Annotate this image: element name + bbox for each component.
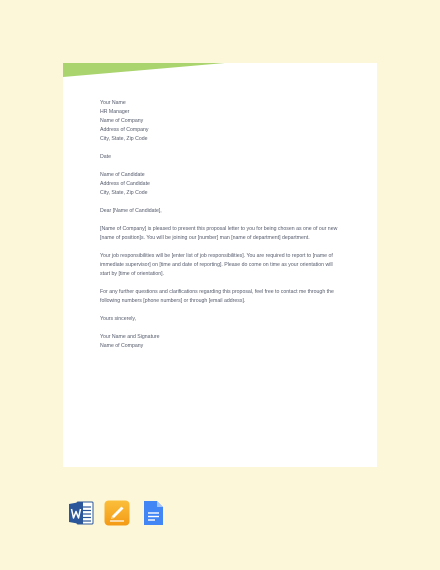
paragraph-1: [100, 225, 344, 243]
word-icon[interactable]: [68, 500, 94, 526]
paragraph-2-line-3: start by [time of orientation].: [100, 271, 165, 277]
letter-sheet: [63, 63, 377, 467]
recipient-city: City, State, Zip Code: [100, 190, 148, 196]
paragraph-3-line-2: following numbers [phone numbers] or through [email address].: [100, 298, 246, 304]
signature-line-2: Name of Company: [100, 343, 144, 349]
closing-block: [100, 315, 344, 324]
paragraph-2-line-1: Your job responsibilities will be [enter list of job responsibilities]. You are required to report to [name of: [100, 253, 333, 259]
paragraph-1-line-1: [Name of Company] is pleased to present this proposal letter to you for being chosen as one of our new: [100, 226, 338, 232]
salutation-block: [100, 207, 344, 216]
google-docs-icon[interactable]: [140, 500, 166, 526]
sender-company: Name of Company: [100, 118, 144, 124]
recipient-name: Name of Candidate: [100, 172, 145, 178]
sender-name: Your Name: [100, 100, 126, 106]
signature-block: [100, 333, 344, 351]
date-block: [100, 153, 344, 162]
pages-icon[interactable]: [104, 500, 130, 526]
closing: Yours sincerely,: [100, 316, 137, 322]
letter-date: Date: [100, 154, 111, 160]
letter-body: [100, 99, 344, 360]
sender-title: HR Manager: [100, 109, 130, 115]
paragraph-1-line-2: [name of position]s. You will be joining our [number] man [name of department] department.: [100, 235, 310, 241]
accent-band-shape: [63, 63, 225, 77]
signature-line-1: Your Name and Signature: [100, 334, 160, 340]
sender-block: [100, 99, 344, 144]
paragraph-3: [100, 288, 344, 306]
paragraph-2: [100, 252, 344, 279]
sender-city: City, State, Zip Code: [100, 136, 148, 142]
app-icons-row: [68, 500, 166, 526]
sender-address: Address of Company: [100, 127, 149, 133]
accent-band: [63, 63, 377, 77]
paragraph-2-line-2: immediate supervisor] on [time and date of reporting]. Please do come on time as your orientation will: [100, 262, 333, 268]
recipient-block: [100, 171, 344, 198]
salutation: Dear [Name of Candidate],: [100, 208, 162, 214]
paragraph-3-line-1: For any further questions and clarifications regarding this proposal, feel free to contact me through the: [100, 289, 334, 295]
recipient-address: Address of Candidate: [100, 181, 150, 187]
